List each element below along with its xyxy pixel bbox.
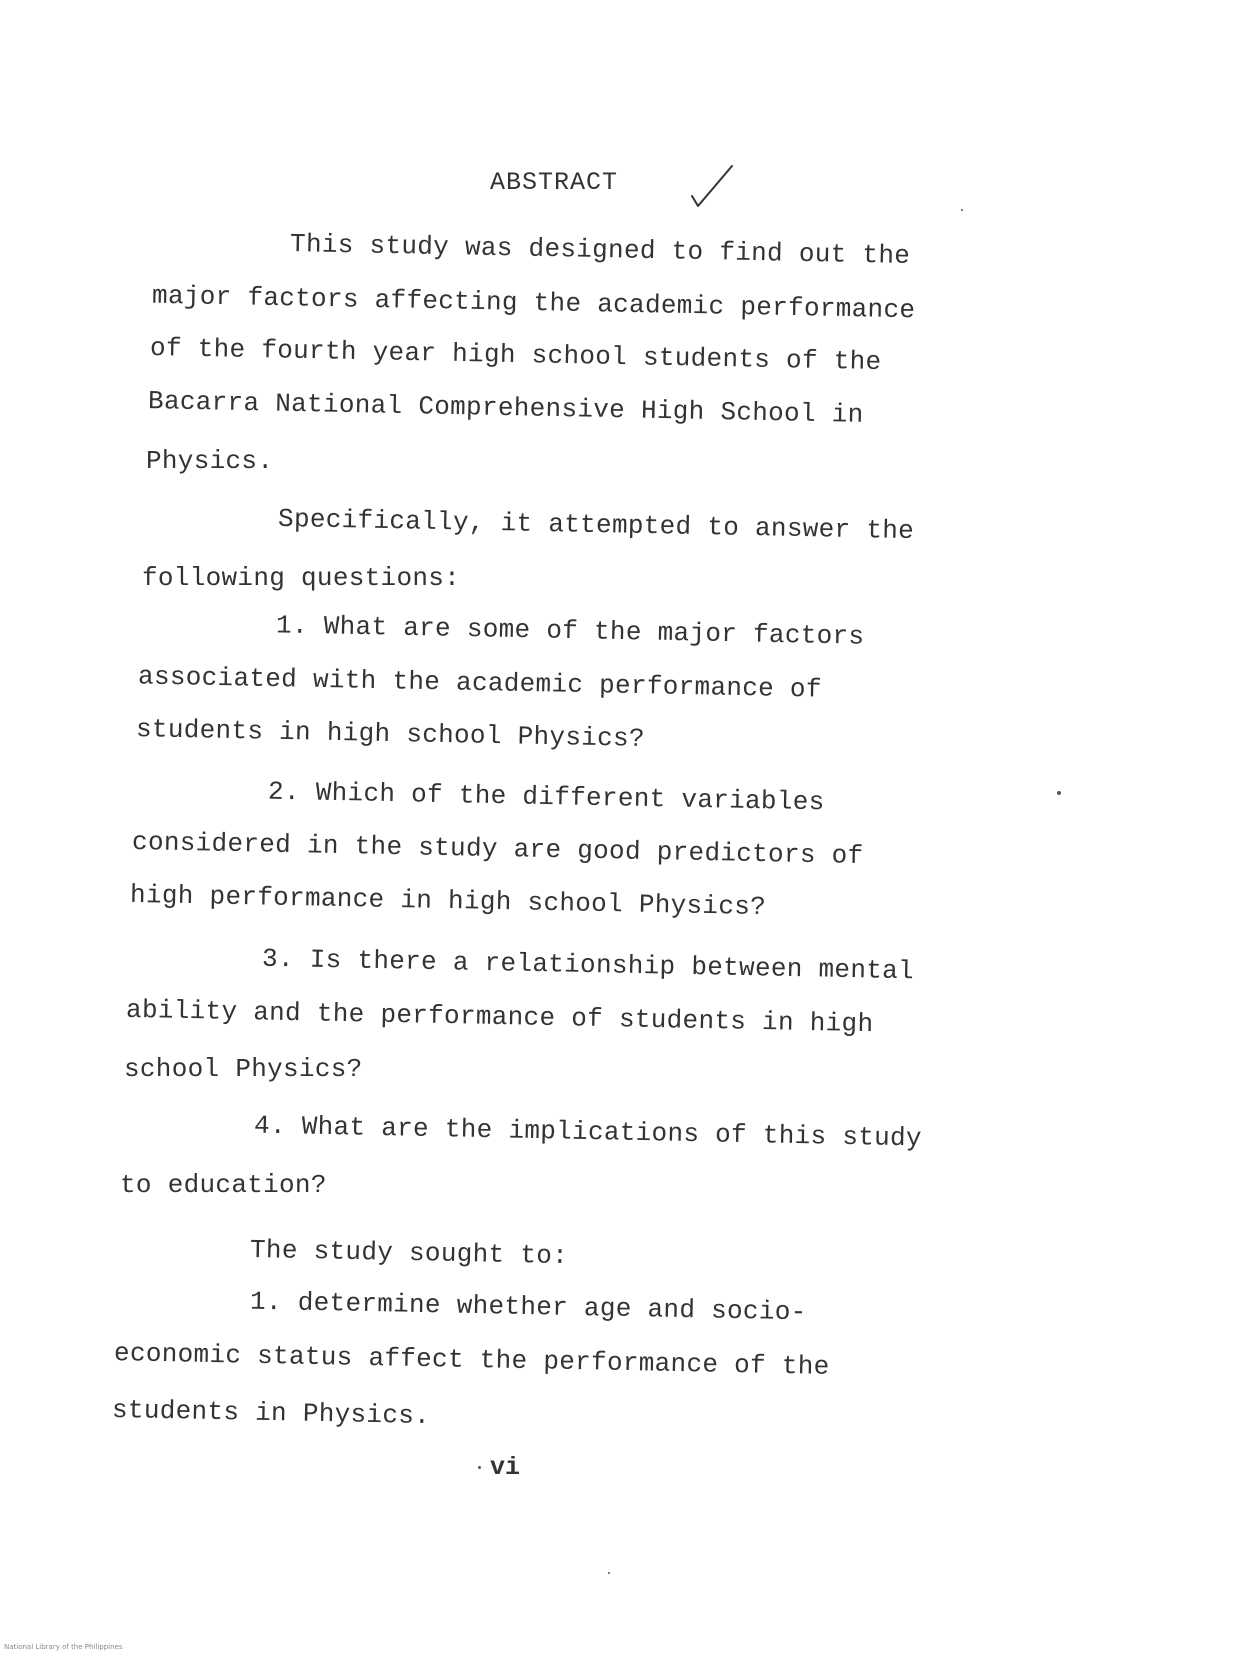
specifically-line-1: Specifically, it attempted to answer the [277,503,915,547]
sought-line-1: The study sought to: [249,1234,569,1272]
question-1-line-3: students in high school Physics? [135,714,646,754]
question-4-line-2: to education? [120,1170,327,1200]
scan-speck [961,209,963,211]
question-3-line-2: ability and the performance of students in high [125,994,874,1040]
footer-watermark: National Library of the Philippines [4,1643,123,1651]
checkmark-icon [688,162,736,212]
question-2-line-2: considered in the study are good predictors of [131,826,864,872]
intro-line-1: This study was designed to find out the [289,229,911,271]
scan-speck [608,1572,610,1574]
question-4-line-1: 4. What are the implications of this study [253,1110,923,1154]
question-1-line-1: 1. What are some of the major factors [275,610,865,652]
intro-line-5: Physics. [146,446,274,476]
specifically-line-2: following questions: [142,563,461,593]
sought-line-3: economic status affect the performance of the [113,1338,830,1382]
scan-speck [1057,791,1061,795]
question-1-line-2: associated with the academic performance of [137,661,823,705]
scan-speck [478,1466,481,1469]
page-number: vi [490,1453,521,1482]
question-2-line-1: 2. Which of the different variables [267,776,825,818]
intro-line-4: Bacarra National Comprehensive High School in [147,386,864,430]
question-3-line-3: school Physics? [124,1054,363,1084]
question-2-line-3: high performance in high school Physics? [129,879,767,923]
intro-line-3: of the fourth year high school students of the [149,332,882,378]
intro-line-2: major factors affecting the academic performance [151,280,916,326]
sought-line-2: 1. determine whether age and socio- [249,1286,807,1328]
abstract-title: ABSTRACT [490,168,619,197]
question-3-line-1: 3. Is there a relationship between mental [261,943,915,987]
sought-line-4: students in Physics. [111,1394,431,1432]
